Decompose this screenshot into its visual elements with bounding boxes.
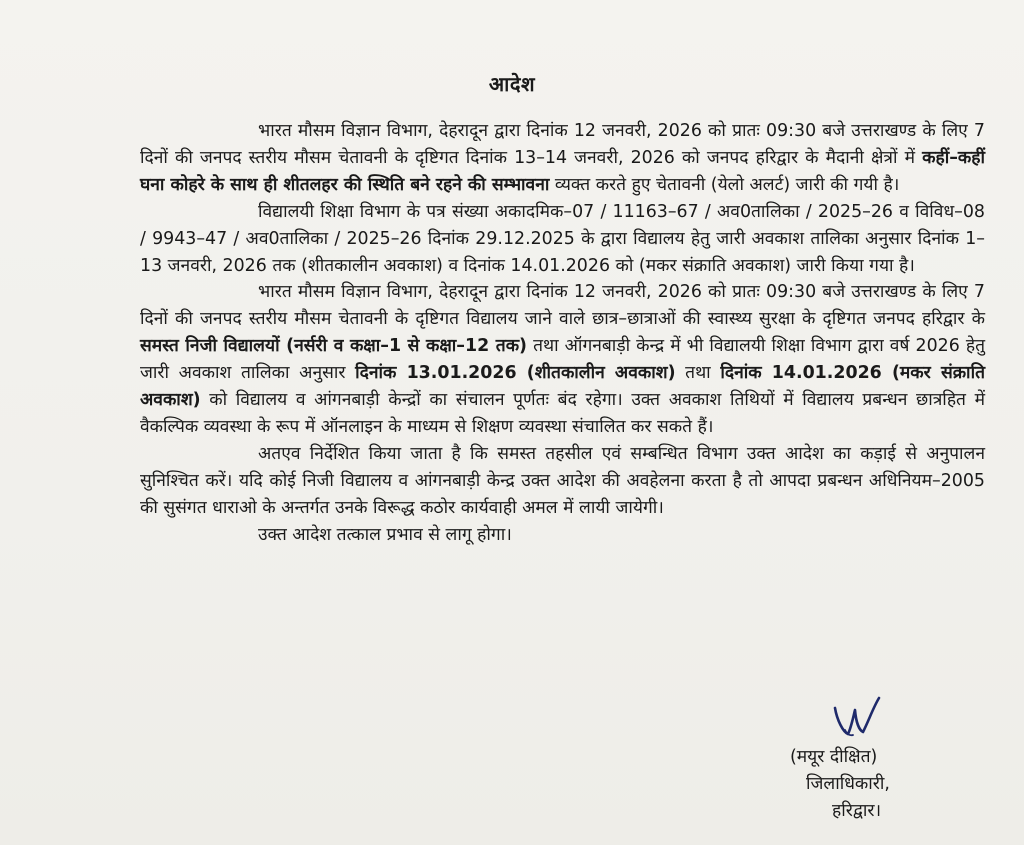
- paragraph-3: [140, 279, 985, 440]
- signatory-designation: जिलाधिकारी,: [806, 774, 890, 794]
- text-run: को विद्यालय व आंगनबाड़ी केन्द्रों का संचालन पूर्णतः बंद रहेगा। उक्त अवकाश तिथियों में विद्यालय प्रबन्धन छात्रहित में वैकल्पिक व्यवस्था के रूप में ऑनलाइन के माध्यम से शिक्षण व्यवस्था संचालित कर सकते हैं।: [140, 390, 985, 437]
- text-run: तथा: [675, 363, 721, 384]
- text-run: भारत मौसम विज्ञान विभाग, देहरादून द्वारा दिनांक 12 जनवरी, 2026 को प्रातः 09:30 बजे उत्तराखण्ड के लिए 7 दिनों की जनपद स्तरीय मौसम चेतावनी के दृष्टिगत विद्यालय जाने वाले छात्र–छात्राओं की स्वास्थ्य सुरक्षा के दृष्टिगत जनपद हरिद्वार के: [140, 282, 985, 330]
- document-body: [140, 118, 985, 549]
- bold-text-run: दिनांक 14.01.2026 (मकर संक्राति अवकाश): [140, 363, 985, 411]
- document-title: आदेश: [488, 72, 536, 96]
- bold-text-run: कहीं–कहीं घना कोहरे के साथ ही शीतलहर की स्थिति बने रहने की सम्भावना: [140, 147, 985, 195]
- signatory-block: [790, 744, 890, 825]
- paragraph-2: [140, 199, 985, 280]
- text-run: भारत मौसम विज्ञान विभाग, देहरादून द्वारा दिनांक 12 जनवरी, 2026 को प्रातः 09:30 बजे उत्तराखण्ड के लिए 7 दिनों की जनपद स्तरीय मौसम चेतावनी के दृष्टिगत दिनांक 13–14 जनवरी, 2026 को जनपद हरिद्वार के मैदानी क्षेत्रों में: [140, 121, 985, 168]
- signatory-place: हरिद्वार।: [832, 801, 882, 821]
- signatory-name: (मयूर दीक्षित): [790, 747, 878, 767]
- handwritten-signature: [815, 690, 895, 750]
- paragraph-5: [140, 522, 985, 549]
- text-run: अतएव निर्देशित किया जाता है कि समस्त तहसील एवं सम्बन्धित विभाग उक्त आदेश का कड़ाई से अनुपालन सुनिश्चित करें। यदि कोई निजी विद्यालय व आंगनबाड़ी केन्द्र उक्त आदेश की अवहेलना करता है तो आपदा प्रबन्धन अधिनियम–2005 की सुसंगत धाराओ के अन्तर्गत उनके विरूद्ध कठोर कार्यवाही अमल में लायी जायेगी।: [140, 443, 985, 518]
- bold-text-run: दिनांक 13.01.2026 (शीतकालीन अवकाश): [355, 363, 676, 384]
- paragraph-1: [140, 118, 985, 199]
- text-run: उक्त आदेश तत्काल प्रभाव से लागू होगा।: [258, 524, 512, 545]
- text-run: तथा ऑगनबाड़ी केन्द्र में भी विद्यालयी शिक्षा विभाग द्वारा वर्ष 2026 हेतु जारी अवकाश तालिका अनुसार: [140, 336, 985, 384]
- text-run: विद्यालयी शिक्षा विभाग के पत्र संख्या अकादमिक–07 / 11163–67 / अव0तालिका / 2025–26 व विविध–08 / 9943–47 / अव0तालिका / 2025–26 दिनांक 29.12.2025 के द्वारा विद्यालय हेतु जारी अवकाश तालिका अनुसार दिनांक 1–13 जनवरी, 2026 तक (शीतकालीन अवकाश) व दिनांक 14.01.2026 को (मकर संक्राति अवकाश) जारी किया गया है।: [140, 201, 985, 276]
- paragraph-4: [140, 441, 985, 522]
- text-run: व्यक्त करते हुए चेतावनी (येलो अलर्ट) जारी की गयी है।: [549, 174, 900, 195]
- bold-text-run: समस्त निजी विद्यालयों (नर्सरी व कक्षा–1 से कक्षा–12 तक): [140, 336, 528, 357]
